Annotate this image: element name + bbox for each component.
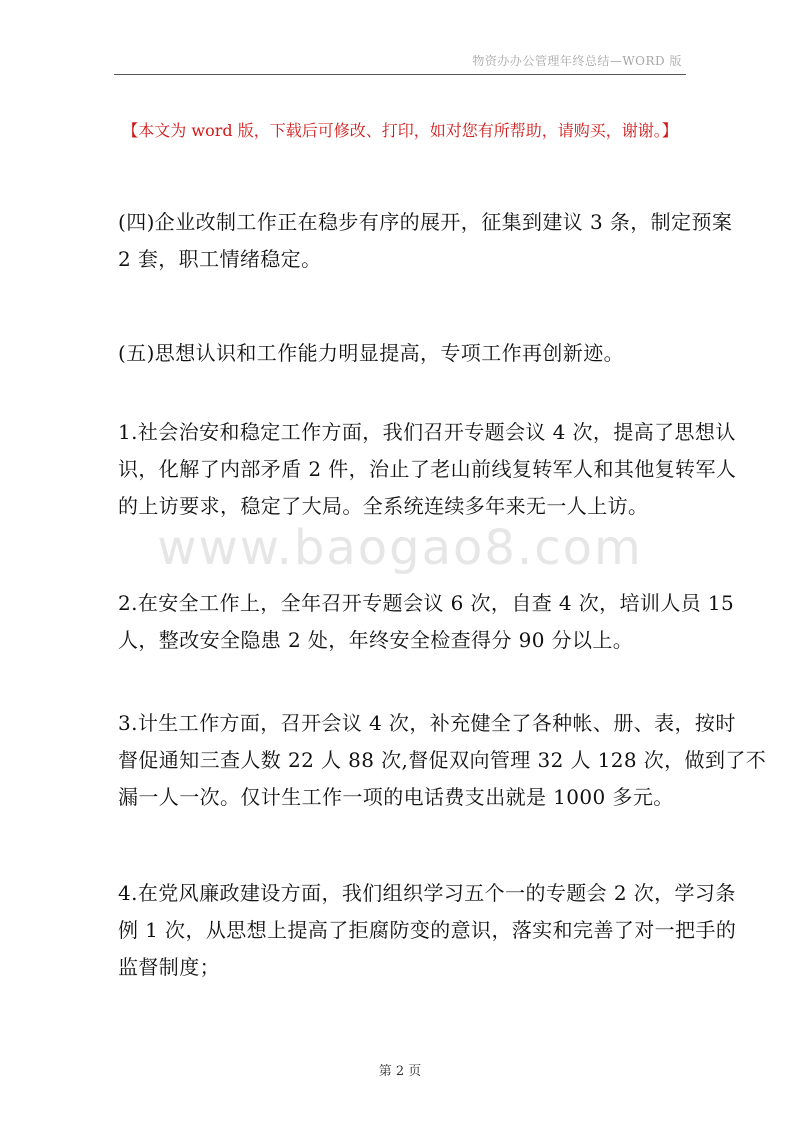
paragraph-point-3 (118, 705, 767, 816)
paragraph-line: 的上访要求，稳定了大局。全系统连续多年来无一人上访。 (118, 494, 649, 518)
paragraph-item-5 (118, 335, 690, 372)
paragraph-point-2 (118, 585, 735, 659)
paragraph-line: 3.计生工作方面，召开会议 4 次，补充健全了各种帐、册、表，按时 (118, 711, 736, 735)
paragraph-line: 1.社会治安和稳定工作方面，我们召开专题会议 4 次，提高了思想认 (118, 420, 736, 444)
paragraph-line: (五)思想认识和工作能力明显提高，专项工作再创新迹。 (118, 341, 625, 365)
paragraph-line: 督促通知三查人数 22 人 88 次,督促双向管理 32 人 128 次，做到了不 (118, 748, 767, 772)
paragraph-line: 人，整改安全隐患 2 处，年终安全检查得分 90 分以上。 (118, 628, 634, 652)
page-number: 第 2 页 (378, 1064, 422, 1079)
paragraph-line: (四)企业改制工作正在稳步有序的展开，征集到建议 3 条，制定预案 (118, 210, 733, 234)
purchase-notice: 【本文为 word 版，下载后可修改、打印，如对您有所帮助，请购买，谢谢。】 (122, 121, 678, 140)
paragraph-line: 2 套，职工情绪稳定。 (118, 247, 322, 271)
header-title: 物资办办公管理年终总结—WORD 版 (472, 54, 682, 68)
paragraph-line: 4.在党风廉政建设方面，我们组织学习五个一的专题会 2 次，学习条 (118, 881, 736, 905)
paragraph-line: 2.在安全工作上，全年召开专题会议 6 次，自查 4 次，培训人员 15 (118, 591, 735, 615)
paragraph-line: 例 1 次，从思想上提高了拒腐防变的意识，落实和完善了对一把手的 (118, 918, 737, 942)
paragraph-point-1 (118, 414, 737, 525)
watermark-text: www.baogao8.com (157, 520, 643, 576)
paragraph-point-4 (118, 875, 737, 986)
paragraph-line: 识，化解了内部矛盾 2 件，治止了老山前线复转军人和其他复转军人 (118, 457, 737, 481)
paragraph-line: 漏一人一次。仅计生工作一项的电话费支出就是 1000 多元。 (118, 785, 674, 809)
paragraph-line: 监督制度； (118, 955, 220, 979)
paragraph-item-4 (118, 204, 733, 278)
